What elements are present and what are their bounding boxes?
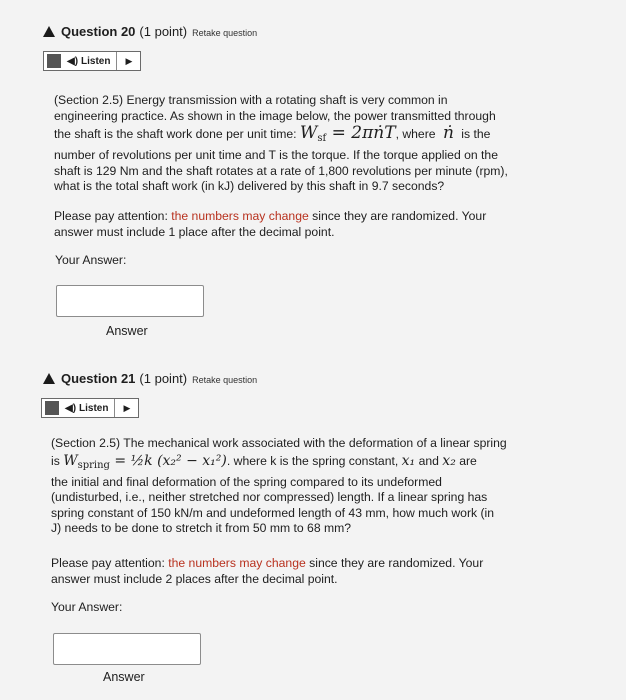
question-20-body	[54, 93, 508, 195]
listen-label: Listen	[79, 402, 109, 414]
play-button[interactable]: ▶	[125, 55, 133, 66]
your-answer-label: Your Answer:	[55, 253, 127, 267]
formula-is: is	[51, 453, 64, 468]
x1-symbol: x₁	[401, 452, 416, 469]
question-20-attention	[54, 209, 486, 240]
body-line: number of revolutions per unit time and T is the torque. If the torque applied on the	[54, 148, 498, 163]
answer-input[interactable]	[53, 633, 201, 665]
listen-label: Listen	[81, 55, 111, 67]
attention-highlight: the numbers may change	[171, 209, 309, 223]
speaker-icon: ◀)	[65, 402, 77, 414]
answer-button[interactable]: Answer	[106, 324, 148, 338]
body-line: (Section 2.5) Energy transmission with a rotating shaft is very common in	[54, 93, 448, 107]
attention-post: since they are randomized. Your	[308, 209, 487, 223]
body-line: spring constant of 150 kN/m and undeformed length of 43 mm, how much work (in	[51, 505, 495, 520]
question-21-attention	[51, 556, 483, 587]
play-button[interactable]: ▶	[123, 402, 131, 413]
question-20-header	[43, 24, 257, 39]
answer-button[interactable]: Answer	[103, 670, 145, 684]
formula-post: is the	[461, 127, 491, 142]
question-21-body	[51, 436, 507, 537]
speaker-icon: ◀)	[67, 55, 79, 67]
shaft-work-formula: $W_{sf}$ = 2πṅT	[299, 123, 396, 145]
attention-pre: Please pay attention:	[54, 209, 172, 223]
document-icon	[45, 401, 59, 415]
body-line: J) needs to be done to stretch it from 50 mm to 68 mm?	[51, 521, 352, 536]
body-line: engineering practice. As shown in the image below, the power transmitted through	[54, 108, 496, 123]
document-icon	[47, 54, 61, 68]
warning-icon	[43, 373, 55, 384]
attention-line	[54, 209, 486, 225]
ndot-symbol: ṅ	[442, 123, 454, 144]
formula-where: . where k is the spring constant,	[226, 453, 399, 468]
question-points: (1 point)	[139, 371, 188, 386]
x2-symbol: x₂	[442, 452, 456, 469]
formula-line	[51, 452, 507, 475]
attention-line-2: answer must include 1 place after the decimal point.	[54, 224, 335, 239]
spring-work-formula: $W_{spring}$ = ½k (x₂² − x₁²)	[63, 452, 227, 471]
retake-question-link[interactable]: Retake question	[192, 28, 258, 38]
body-line: what is the total shaft work (in kJ) delivered by this shaft in 9.7 seconds?	[54, 179, 445, 194]
listen-button[interactable]	[65, 52, 117, 70]
question-title: Question 20	[61, 24, 136, 39]
retake-question-link[interactable]: Retake question	[192, 375, 258, 385]
attention-line-2: answer must include 2 places after the decimal point.	[51, 571, 338, 586]
listen-toolbar	[41, 398, 139, 418]
attention-pre: Please pay attention:	[51, 556, 169, 570]
attention-post: since they are randomized. Your	[305, 556, 484, 570]
answer-input[interactable]	[56, 285, 204, 317]
formula-pre: the shaft is the shaft work done per unit time:	[54, 127, 297, 142]
formula-line	[54, 124, 508, 148]
body-line: (Section 2.5) The mechanical work associated with the deformation of a linear spring	[51, 436, 507, 450]
body-line: (undisturbed, i.e., neither stretched nor compressed) length. If a linear spring has	[51, 490, 488, 505]
body-line: shaft is 129 Nm and the shaft rotates at a rate of 1,800 revolutions per minute (rpm),	[54, 163, 508, 178]
attention-line	[51, 556, 483, 572]
attention-highlight: the numbers may change	[168, 556, 306, 570]
formula-are: are	[459, 453, 477, 468]
body-line: the initial and final deformation of the spring compared to its undeformed	[51, 474, 442, 489]
formula-and: and	[418, 453, 439, 468]
question-points: (1 point)	[139, 24, 188, 39]
warning-icon	[43, 26, 55, 37]
question-title: Question 21	[61, 371, 136, 386]
listen-button[interactable]	[63, 399, 115, 417]
formula-mid: , where	[395, 127, 436, 142]
listen-toolbar	[43, 51, 141, 71]
your-answer-label: Your Answer:	[51, 600, 123, 614]
question-21-header	[43, 371, 257, 386]
